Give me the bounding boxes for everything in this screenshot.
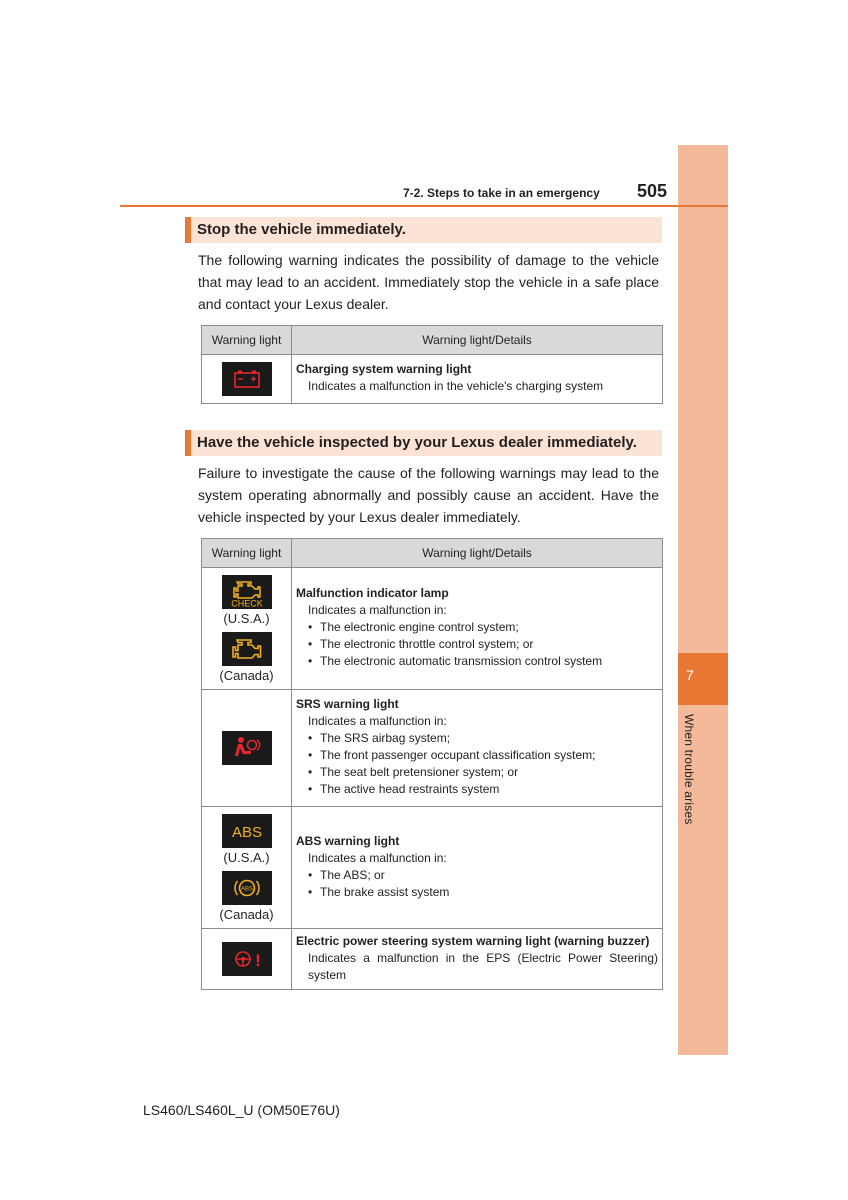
malfunction-list [296,867,658,901]
battery-icon [222,362,272,396]
page-number: 505 [637,181,668,201]
model-footer: LS460/LS460L_U (OM50E76U) [143,1102,340,1118]
airbag-icon [222,731,272,765]
list-item: • The ABS; or [308,867,658,884]
list-item: • The electronic automatic transmission control system [308,653,658,670]
malfunction-list [296,730,658,798]
list-item: • The electronic throttle control system; or [308,636,658,653]
details-cell [292,690,663,807]
icon-cell [202,807,292,929]
icon-cell [202,690,292,807]
list-item: • The active head restraints system [308,781,658,798]
warning-light-description: Indicates a malfunction in the EPS (Electric Power Steering) system [308,951,658,982]
warning-table-stop [201,325,663,404]
warning-light-title: Malfunction indicator lamp [296,586,449,600]
table-header-row [202,326,663,355]
col-header-warning-light: Warning light [202,539,292,568]
section-heading-stop [185,217,662,243]
abs-circle-icon [222,871,272,905]
region-label-canada: (Canada) [219,667,274,683]
details-cell [292,929,663,990]
check-label: CHECK [230,598,263,608]
list-item: • The seat belt pretensioner system; or [308,764,658,781]
chapter-title: When trouble arises [682,714,696,825]
region-label-canada: (Canada) [219,906,274,922]
icon-cell [202,929,292,990]
table-row [202,355,663,404]
chapter-side-tab [678,145,728,1055]
col-header-details: Warning light/Details [292,539,663,568]
list-item: • The SRS airbag system; [308,730,658,747]
warning-table-inspect [201,538,663,990]
warning-light-description: Indicates a malfunction in: [308,603,447,617]
malfunction-list [296,619,658,670]
warning-light-title: SRS warning light [296,697,399,711]
icon-cell [202,355,292,404]
abs-text-icon [222,814,272,848]
warning-light-description: Indicates a malfunction in the vehicle's charging system [308,379,604,393]
running-header: 7-2. Steps to take in an emergency [403,186,600,200]
col-header-details: Warning light/Details [292,326,663,355]
warning-light-title: Electric power steering system warning light (warning buzzer) [296,934,650,948]
warning-light-description: Indicates a malfunction in: [308,850,447,865]
warning-light-description: Indicates a malfunction in: [308,714,447,728]
details-cell [292,568,663,690]
col-header-warning-light: Warning light [202,326,292,355]
region-label-usa: (U.S.A.) [223,610,270,626]
exclamation-mark: ! [254,951,261,970]
details-cell [292,807,663,929]
engine-check-icon [222,575,272,609]
list-item: • The electronic engine control system; [308,619,658,636]
steering-warning-icon [222,942,272,976]
table-row [202,568,663,690]
list-item: • The front passenger occupant classification system; [308,747,658,764]
table-row [202,929,663,990]
table-header-row [202,539,663,568]
chapter-number-box[interactable] [678,653,728,705]
list-item: • The brake assist system [308,884,658,901]
abs-circle-label: ABS [240,886,253,892]
engine-icon [222,632,272,666]
table-row [202,690,663,807]
warning-light-title: Charging system warning light [296,362,472,376]
region-label-usa: (U.S.A.) [223,849,270,865]
header-rule [120,205,728,207]
section-heading-text: Have the vehicle inspected by your Lexus dealer immediately. [197,434,637,451]
section-heading-text: Stop the vehicle immediately. [197,221,406,238]
warning-light-title: ABS warning light [296,833,400,848]
section-intro-inspect: Failure to investigate the cause of the following warnings may lead to the system operating abnormally and possibly cause an accident. Have the vehicle inspected by your Lexus dealer immediately. [198,465,659,525]
icon-cell [202,568,292,690]
details-cell [292,355,663,404]
table-row [202,807,663,929]
abs-label: ABS [231,823,262,841]
chapter-number: 7 [686,667,694,683]
section-intro-stop: The following warning indicates the possibility of damage to the vehicle that may lead to an accident. Immediately stop the vehicle in a safe place and contact your Lexus dealer. [198,252,659,312]
section-heading-inspect [185,430,662,456]
